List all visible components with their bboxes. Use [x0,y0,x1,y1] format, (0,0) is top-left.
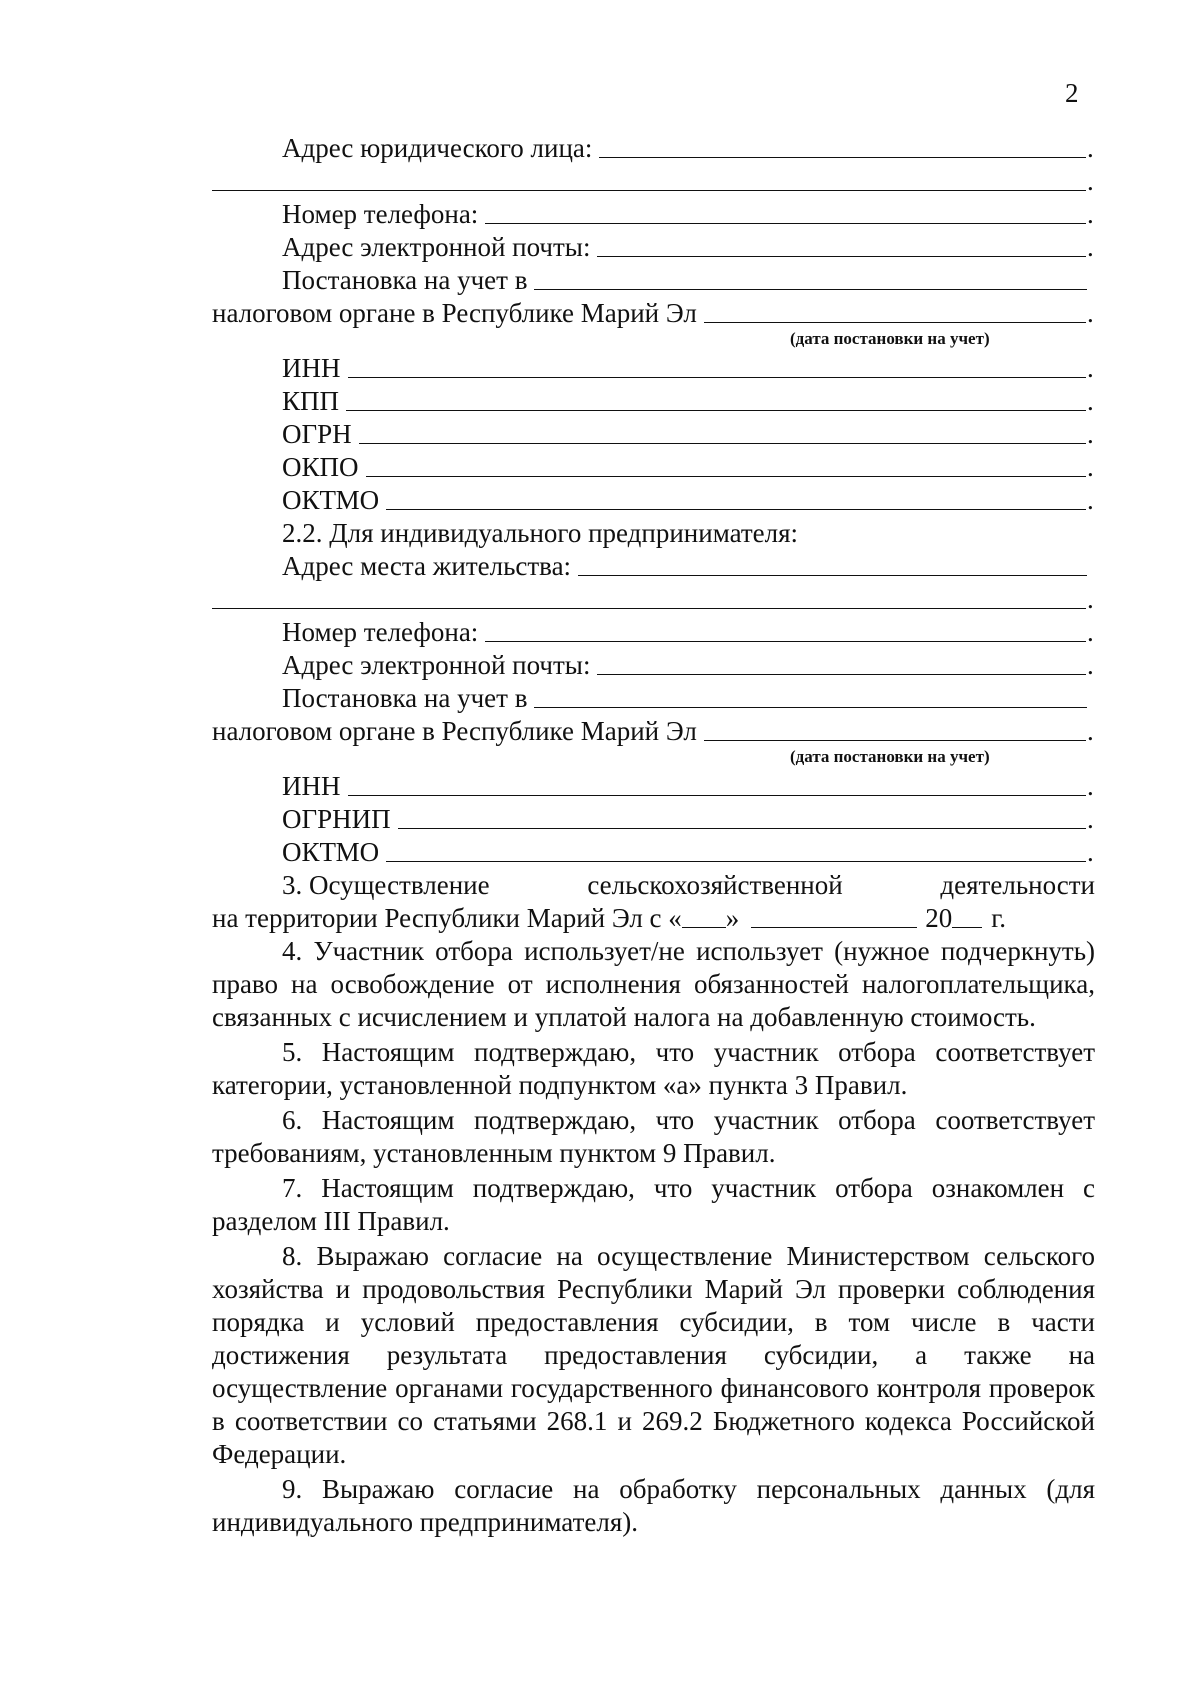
legal-okpo-line [212,451,1095,484]
legal-phone-label: Номер телефона: [282,199,479,229]
paragraph-4: 4. Участник отбора использует/не использует (нужное подчеркнуть) право на освобождение от исполнения обязанностей налогоплательщика, связанных с исчислением и уплатой налога на добавленную стоимость. [212,936,1095,1032]
item3-word-1: 3. Осуществление [282,870,490,900]
individual-heading: 2.2. Для индивидуального предпринимателя: [282,518,799,548]
legal-tax-reg-line [212,264,1095,297]
individual-address-field-2[interactable] [212,608,1086,609]
period: . [1087,771,1094,801]
legal-tax-authority-label: налоговом органе в Республике Марий Эл [212,298,697,328]
legal-email-field[interactable] [597,256,1086,257]
individual-tax-date-caption: (дата постановки на учет) [790,747,990,766]
legal-tax-reg-field[interactable] [534,289,1087,290]
legal-address-line [212,132,1095,165]
individual-email-field[interactable] [597,674,1086,675]
individual-phone-line [212,616,1095,649]
individual-heading-line [212,517,1095,550]
paragraph-5: 5. Настоящим подтверждаю, что участник отбора соответствует категории, установленной подпунктом «а» пункта 3 Правил. [212,1037,1095,1100]
legal-tax-authority-line [212,297,1095,330]
period: . [1087,650,1094,680]
item3-line-2 [212,902,1095,935]
legal-kpp-label: КПП [282,386,340,416]
individual-tax-authority-line [212,715,1095,748]
legal-ogrn-field[interactable] [359,443,1086,444]
form-content [212,132,1095,1539]
period: . [1087,298,1094,328]
individual-phone-label: Номер телефона: [282,617,479,647]
individual-inn-line [212,770,1095,803]
legal-phone-field[interactable] [485,223,1086,224]
legal-email-label: Адрес электронной почты: [282,232,591,262]
individual-email-line [212,649,1095,682]
period: . [1087,133,1094,163]
item3-word-3: деятельности [940,870,1095,900]
legal-kpp-field[interactable] [346,410,1086,411]
legal-inn-label: ИНН [282,353,341,383]
period: . [1087,419,1094,449]
legal-oktmo-line [212,484,1095,517]
period: . [1087,353,1094,383]
period: . [1087,617,1094,647]
paragraph-6: 6. Настоящим подтверждаю, что участник отбора соответствует требованиям, установленным пунктом 9 Правил. [212,1105,1095,1168]
period: . [1087,452,1094,482]
period: . [1087,199,1094,229]
item3-prefix: на территории Республики Марий Эл с « [212,903,682,933]
period: . [1087,386,1094,416]
start-year-field[interactable] [952,927,982,928]
paragraph-9: 9. Выражаю согласие на обработку персональных данных (для индивидуального предпринимателя). [212,1474,1095,1537]
individual-oktmo-line [212,836,1095,869]
individual-ogrnip-label: ОГРНИП [282,804,391,834]
individual-tax-authority-label: налоговом органе в Республике Марий Эл [212,716,697,746]
legal-email-line [212,231,1095,264]
legal-ogrn-line [212,418,1095,451]
paragraph-7: 7. Настоящим подтверждаю, что участник отбора ознакомлен с разделом III Правил. [212,1173,1095,1236]
legal-okpo-label: ОКПО [282,452,359,482]
legal-address-field[interactable] [599,157,1086,158]
item3-word-2: сельскохозяйственной [587,870,843,900]
period: . [1087,804,1094,834]
legal-phone-line [212,198,1095,231]
period: . [1087,837,1094,867]
individual-tax-reg-field[interactable] [534,707,1087,708]
item3-year-suffix: г. [991,903,1007,933]
individual-address-line [212,550,1095,583]
start-day-field[interactable] [682,927,726,928]
legal-tax-date-caption: (дата постановки на учет) [790,329,990,348]
legal-address-label: Адрес юридического лица: [282,133,593,163]
item3-close-quote: » [725,903,740,933]
individual-inn-field[interactable] [348,795,1087,796]
paragraph-8: 8. Выражаю согласие на осуществление Министерством сельского хозяйства и продовольствия Республики Марий Эл проверки соблюдения порядка и условий предоставления субсидии, в том числе в части достижения результата предоставления субсидии, а также на осуществление органами государственного финансового контроля проверок в соответствии со статьями 268.1 и 269.2 Бюджетного кодекса Российской Федерации. [212,1241,1095,1469]
individual-tax-reg-line [212,682,1095,715]
item3-line-1 [212,869,1095,902]
legal-oktmo-label: ОКТМО [282,485,380,515]
legal-address-line-2 [212,165,1095,198]
individual-ogrnip-field[interactable] [398,828,1086,829]
period: . [1087,485,1094,515]
individual-address-field[interactable] [578,575,1087,576]
individual-address-line-2 [212,583,1095,616]
period: . [1087,584,1094,614]
period: . [1087,166,1094,196]
legal-kpp-line [212,385,1095,418]
individual-phone-field[interactable] [485,641,1086,642]
individual-ogrnip-line [212,803,1095,836]
legal-oktmo-field[interactable] [386,509,1086,510]
legal-tax-date-field[interactable] [704,322,1086,323]
period: . [1087,232,1094,262]
page-number: 2 [1065,78,1079,108]
legal-ogrn-label: ОГРН [282,419,352,449]
individual-tax-reg-label: Постановка на учет в [282,683,528,713]
individual-address-label: Адрес места жительства: [282,551,572,581]
legal-tax-reg-label: Постановка на учет в [282,265,528,295]
item3-year-prefix: 20 [925,903,953,933]
individual-oktmo-label: ОКТМО [282,837,380,867]
legal-address-field-2[interactable] [212,190,1086,191]
individual-tax-date-field[interactable] [704,740,1086,741]
individual-oktmo-field[interactable] [386,861,1086,862]
period: . [1087,716,1094,746]
individual-inn-label: ИНН [282,771,341,801]
start-month-field[interactable] [751,927,917,928]
individual-email-label: Адрес электронной почты: [282,650,591,680]
legal-inn-field[interactable] [348,377,1087,378]
legal-inn-line [212,352,1095,385]
legal-okpo-field[interactable] [366,476,1086,477]
